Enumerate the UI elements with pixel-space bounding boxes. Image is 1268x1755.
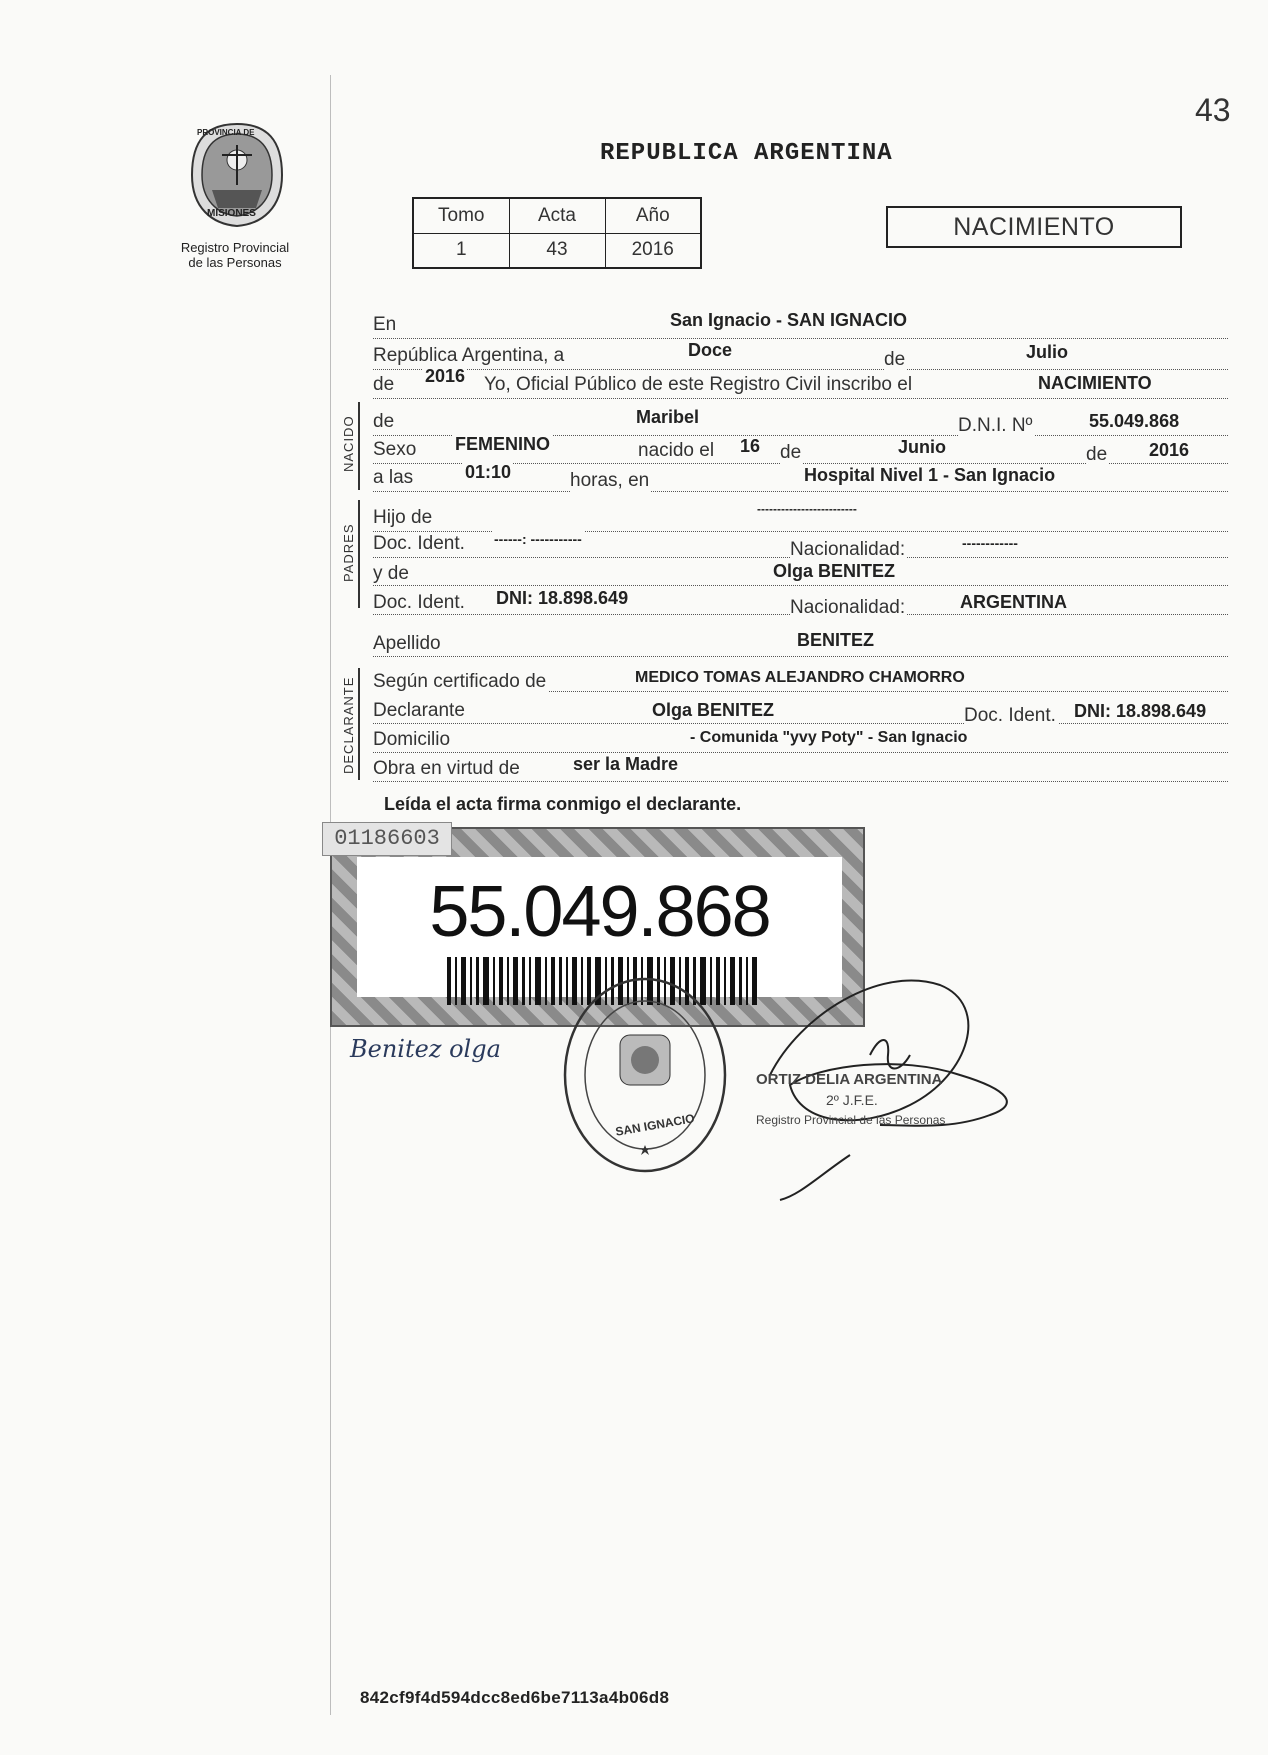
declarante-value: Olga BENITEZ	[652, 700, 775, 720]
doc2-value: DNI: 18.898.649	[496, 588, 629, 608]
declarante-doc-label: Doc. Ident.	[964, 705, 1056, 726]
nacido-bar	[358, 402, 360, 490]
month-value: Julio	[1026, 342, 1069, 362]
registry-label	[160, 240, 310, 270]
de2-label: de	[373, 374, 395, 395]
seal-text-bottom-wrap	[207, 208, 256, 219]
birth-month-value: Junio	[898, 437, 946, 457]
value-tomo: 1	[413, 233, 509, 268]
apellido-label: Apellido	[373, 633, 441, 654]
doc2-label: Doc. Ident.	[373, 592, 465, 613]
page-number: 43	[1195, 92, 1231, 128]
de-label: de	[884, 349, 906, 370]
birth-day-value: 16	[740, 436, 761, 456]
birth-year-value: 2016	[1149, 440, 1190, 460]
record-table	[412, 197, 702, 269]
doc1-label: Doc. Ident.	[373, 533, 465, 554]
obra-label: Obra en virtud de	[373, 758, 520, 779]
oval-stamp-icon	[560, 975, 730, 1175]
year-value: 2016	[425, 366, 466, 386]
yde-label: y de	[373, 563, 409, 584]
record-table-values	[413, 233, 701, 268]
record-type-box: NACIMIENTO	[886, 206, 1182, 248]
value-acta: 43	[509, 233, 605, 268]
nac1-value: ------------	[962, 535, 1018, 551]
domicilio-value: - Comunida "yvy Poty" - San Ignacio	[690, 729, 968, 746]
official-stamp-role: 2º J.F.E.	[826, 1092, 878, 1108]
official-stamp-name: ORTIZ DELIA ARGENTINA	[756, 1071, 943, 1088]
oficial-label: Yo, Oficial Público de este Registro Civil inscribo el	[484, 374, 913, 395]
sexo-value: FEMENINO	[455, 434, 551, 454]
dni-label: D.N.I. Nº	[958, 415, 1033, 436]
document-hash: 842cf9f4d594dcc8ed6be7113a4b06d8	[360, 1688, 670, 1707]
event-value: NACIMIENTO	[1038, 373, 1152, 393]
nac1-label: Nacionalidad:	[790, 539, 906, 560]
certificado-value: MEDICO TOMAS ALEJANDRO CHAMORRO	[635, 669, 965, 686]
nacido-label: nacido el	[638, 440, 715, 461]
declarante-section-label: DECLARANTE	[341, 676, 356, 774]
official-stamp	[756, 1070, 945, 1130]
declarante-label: Declarante	[373, 700, 465, 721]
declarante-bar	[358, 668, 360, 780]
reading-note: Leída el acta firma conmigo el declarante.	[384, 794, 742, 814]
handwritten-signature: Benitez olga	[350, 1035, 501, 1063]
nacido-section-label: NACIDO	[341, 415, 356, 472]
sticker-number: 55.049.868	[429, 872, 770, 952]
hijo-label: Hijo de	[373, 507, 433, 528]
padres-section-label: PADRES	[341, 523, 356, 582]
header-ano: Año	[605, 198, 701, 233]
certificado-label: Según certificado de	[373, 671, 547, 692]
birth-de-label-2: de	[1086, 444, 1108, 465]
apellido-value: BENITEZ	[797, 630, 875, 650]
republica-label: República Argentina, a	[373, 345, 565, 366]
registry-line-2: de las Personas	[188, 255, 282, 270]
en-value: San Ignacio - SAN IGNACIO	[670, 310, 908, 330]
en-label: En	[373, 314, 397, 335]
nacido-de-label: de	[373, 411, 395, 432]
seal-text-bottom: MISIONES	[207, 208, 256, 219]
page-title: REPUBLICA ARGENTINA	[600, 140, 893, 167]
seal-text-top: PROVINCIA DE	[197, 128, 255, 137]
header-acta: Acta	[509, 198, 605, 233]
oval-stamp-label: SAN IGNACIO	[614, 1111, 696, 1139]
name-value: Maribel	[636, 407, 700, 427]
madre-value: Olga BENITEZ	[773, 561, 896, 581]
obra-value: ser la Madre	[573, 754, 679, 774]
doc1-value: ------: -----------	[494, 531, 582, 547]
declarante-doc-value: DNI: 18.898.649	[1074, 701, 1207, 721]
sexo-label: Sexo	[373, 439, 417, 460]
lugar-value: Hospital Nivel 1 - San Ignacio	[804, 465, 1056, 485]
day-value: Doce	[688, 340, 733, 360]
value-ano: 2016	[605, 233, 701, 268]
horas-label: horas, en	[570, 470, 650, 491]
nac2-label: Nacionalidad:	[790, 597, 906, 618]
dni-value: 55.049.868	[1089, 411, 1180, 431]
hora-value: 01:10	[465, 462, 512, 482]
record-table-header	[413, 198, 701, 233]
hora-label: a las	[373, 467, 414, 488]
official-stamp-office: Registro Provincial de las Personas	[756, 1113, 946, 1127]
nac2-value: ARGENTINA	[960, 592, 1067, 612]
seal-text	[197, 128, 255, 137]
padre-value: -------------------------	[757, 502, 857, 516]
padres-bar	[358, 500, 360, 608]
sticker-serial: 01186603	[322, 822, 452, 856]
registry-line-1: Registro Provincial	[180, 240, 290, 255]
domicilio-label: Domicilio	[373, 729, 451, 750]
header-tomo: Tomo	[413, 198, 509, 233]
birth-de-label: de	[780, 442, 802, 463]
